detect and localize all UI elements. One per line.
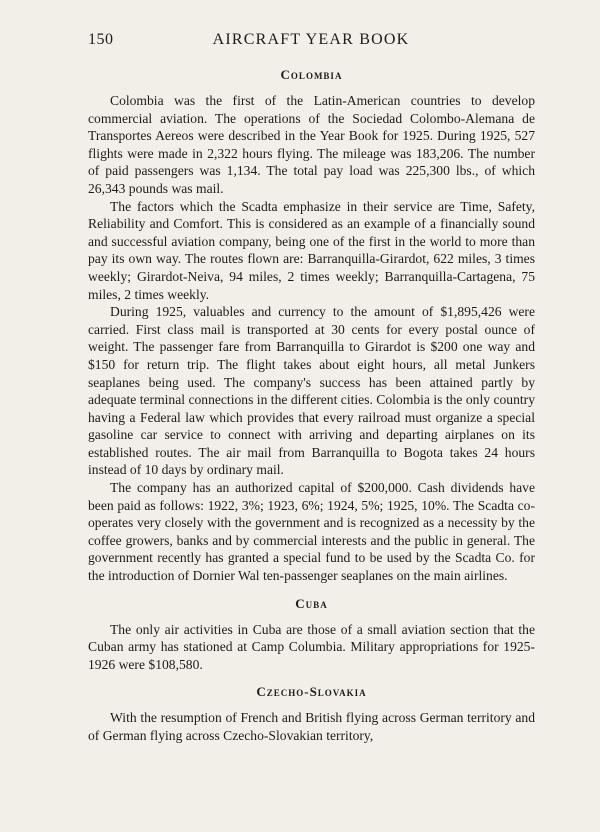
section-heading: Cuba	[295, 595, 328, 611]
page-number: 150	[88, 31, 114, 48]
section-colombia	[88, 64, 535, 585]
section-heading: Colombia	[280, 67, 343, 82]
paragraph: During 1925, valuables and currency to the amount of $1,895,426 were carried. First class mail is transported at 30 cents for every postal ounce of weight. The passenger fare from Barranquilla to Girardot is $200 one way and $150 for return trip. The flight takes about eight hours, all metal Junkers seaplanes being used. The company's success has been attained partly by adequate terminal connections in the different cities. Colombia is the only country having a Federal law which provides that every railroad must organize a special gasoline car service to connect with arriving and departing airplanes on its established routes. The air mail from Barranquilla to Bogota takes 24 hours instead of 10 days by ordinary mail.	[88, 304, 535, 478]
paragraph: Colombia was the first of the Latin-American countries to develop commercial aviation. The operations of the Sociedad Colombo-Alemana de Transportes Aereos were described in the Year Book for 1925. During 1925, 527 flights were made in 2,322 hours flying. The mileage was 183,206. The number of paid passengers was 1,134. The total pay load was 225,300 lbs., of which 26,343 pounds was mail.	[88, 93, 535, 196]
section-cuba	[88, 593, 535, 674]
paragraph: The company has an authorized capital of $200,000. Cash dividends have been paid as follows: 1922, 3%; 1923, 6%; 1924, 5%; 1925, 10%. The Scadta co-operates very closely with the government and is recognized as a necessity by the coffee growers, banks and by commercial interests and the public in general. The government recently has granted a special fund to be used by the Scadta Co. for the introduction of Dornier Wal ten-passenger seaplanes on the main airlines.	[88, 480, 535, 584]
paragraph: The factors which the Scadta emphasize in their service are Time, Safety, Reliability and Comfort. This is considered as an example of a financially sound and successful aviation company, being one of the first in the world to more than pay its own way. The routes flown are: Barranquilla-Girardot, 622 miles, 3 times weekly; Girardot-Neiva, 94 miles, 2 times weekly; Barranquilla-Cartagena, 75 miles, 2 times weekly.	[88, 198, 535, 302]
book-title: AIRCRAFT YEAR BOOK	[212, 31, 410, 48]
paragraph: With the resumption of French and British flying across German territory and of German flying across Czecho-Slovakian territory,	[88, 710, 535, 743]
running-head	[88, 31, 534, 53]
page-body	[88, 64, 535, 745]
section-heading: Czecho-Slovakia	[256, 684, 367, 700]
section-czecho-slovakia	[88, 681, 535, 744]
paragraph: The only air activities in Cuba are those of a small aviation section that the Cuban army has stationed at Camp Columbia. Military appropriations for 1925-1926 were $108,580.	[88, 621, 535, 672]
